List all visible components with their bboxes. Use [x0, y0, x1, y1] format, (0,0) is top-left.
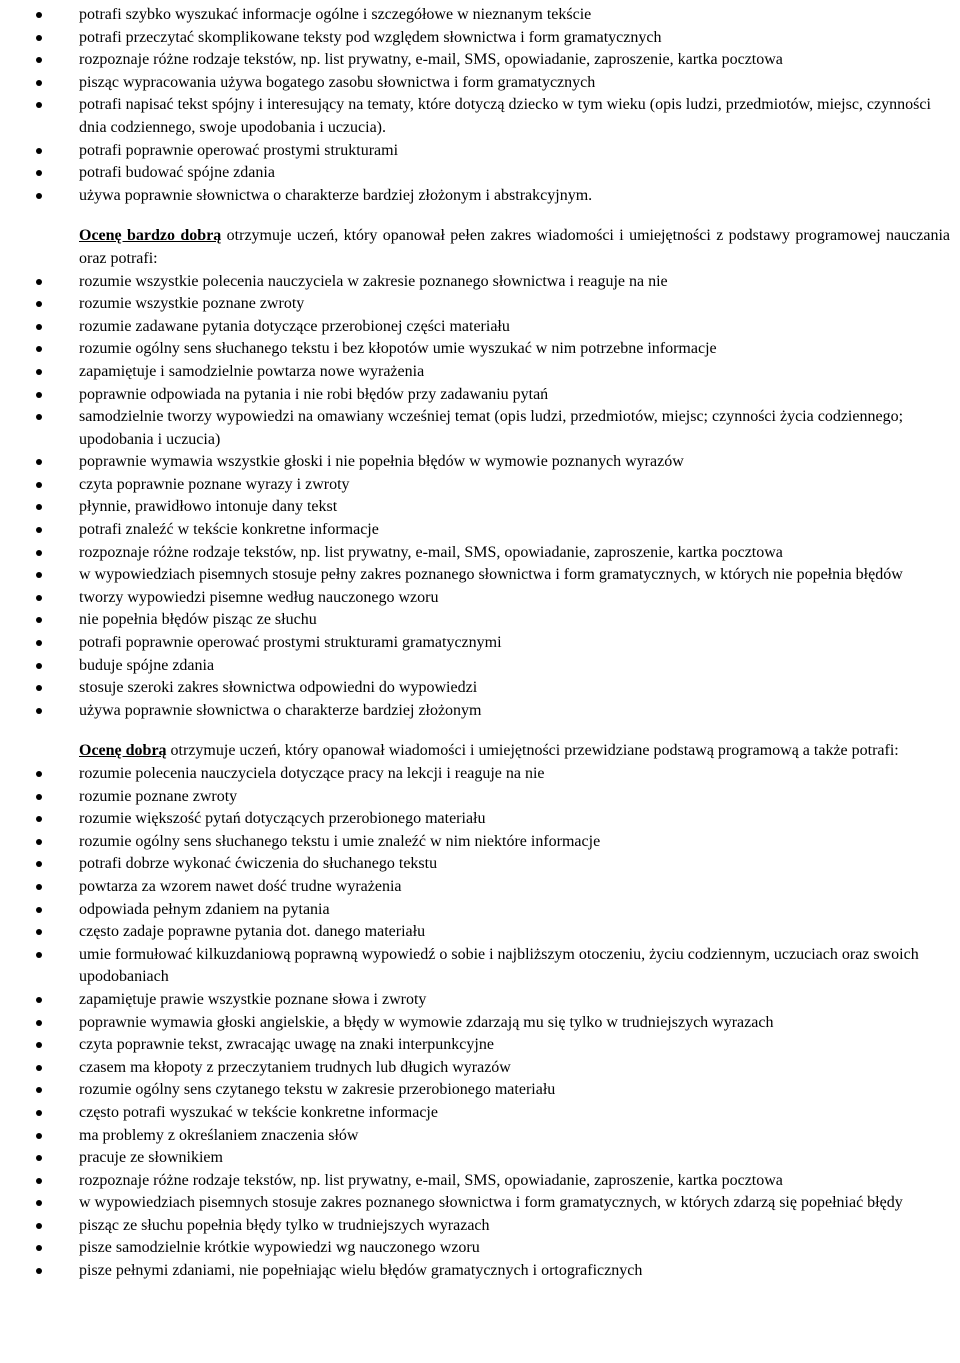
list-item — [0, 406, 960, 451]
list-item — [0, 989, 960, 1012]
list-item — [0, 140, 960, 163]
document-page — [0, 4, 960, 1283]
list-item — [0, 899, 960, 922]
list-item — [0, 587, 960, 610]
list-item-text: rozumie zadawane pytania dotyczące przerobionej części materiału — [79, 317, 510, 335]
bullet-icon — [36, 771, 42, 777]
bullet-icon — [36, 839, 42, 845]
list-item — [0, 94, 960, 139]
list-item — [0, 27, 960, 50]
list-item — [0, 831, 960, 854]
bullet-icon — [36, 193, 42, 199]
list-item — [0, 1125, 960, 1148]
bullet-icon — [36, 708, 42, 714]
bullet-icon — [36, 617, 42, 623]
grade-intro-text: otrzymuje uczeń, który opanował pełen zakres wiadomości i umiejętności z podstawy programowej nauczania oraz potrafi: — [79, 227, 950, 267]
list-item — [0, 293, 960, 316]
bullet-icon — [36, 324, 42, 330]
bullet-icon — [36, 1110, 42, 1116]
list-item-text: pisząc ze słuchu popełnia błędy tylko w trudniejszych wyrazach — [79, 1216, 490, 1234]
bullet-icon — [36, 35, 42, 41]
bullet-icon — [36, 1155, 42, 1161]
bullet-icon — [36, 952, 42, 958]
bullet-icon — [36, 1133, 42, 1139]
list-item-text: rozumie polecenia nauczyciela dotyczące pracy na lekcji i reaguje na nie — [79, 765, 545, 782]
bullet-icon — [36, 170, 42, 176]
bullet-icon — [36, 1020, 42, 1026]
list-item-text: w wypowiedziach pisemnych stosuje zakres poznanego słownictwa i form gramatycznych, w których zdarzą się popełniać błędy — [79, 1194, 903, 1212]
list-item-text: czyta poprawnie tekst, zwracając uwagę na znaki interpunkcyjne — [79, 1036, 494, 1054]
list-item-text: samodzielnie tworzy wypowiedzi na omawiany wcześniej temat (opis ludzi, przedmiotów, miejsc; czynności życia codziennego; upodobania i uczucia) — [79, 408, 904, 448]
list-item-text: czasem ma kłopoty z przeczytaniem trudnych lub długich wyrazów — [79, 1058, 511, 1076]
list-item — [0, 609, 960, 632]
list-item — [0, 1057, 960, 1080]
list-item — [0, 763, 960, 786]
list-item — [0, 1079, 960, 1102]
bullet-icon — [36, 414, 42, 420]
list-item — [0, 496, 960, 519]
list-item — [0, 677, 960, 700]
list-item-text: płynnie, prawidłowo intonuje dany tekst — [79, 498, 338, 516]
bullet-icon — [36, 1223, 42, 1229]
grade-heading-very-good: Ocenę bardzo dobrą — [79, 227, 222, 245]
bullet-icon — [36, 504, 42, 510]
bullet-icon — [36, 1065, 42, 1071]
grade-intro-good — [79, 740, 950, 763]
bullet-icon — [36, 1200, 42, 1206]
list-item-text: poprawnie wymawia wszystkie głoski i nie popełnia błędów w wymowie poznanych wyrazów — [79, 453, 684, 471]
list-item-text: potrafi poprawnie operować prostymi strukturami — [79, 141, 399, 159]
bullet-icon — [36, 482, 42, 488]
bullet-list-good — [0, 763, 960, 1283]
list-item-text: rozpoznaje różne rodzaje tekstów, np. list prywatny, e-mail, SMS, opowiadanie, zaproszenie, kartka pocztowa — [79, 51, 783, 69]
list-item-text: poprawnie odpowiada na pytania i nie robi błędów przy zadawaniu pytań — [79, 385, 549, 403]
bullet-icon — [36, 550, 42, 556]
list-item — [0, 1260, 960, 1283]
list-item — [0, 1102, 960, 1125]
list-item-text: rozumie wszystkie polecenia nauczyciela w zakresie poznanego słownictwa i reaguje na nie — [79, 272, 668, 290]
list-item — [0, 384, 960, 407]
bullet-icon — [36, 80, 42, 86]
list-item-text: rozumie ogólny sens słuchanego tekstu i umie znaleźć w nim niektóre informacje — [79, 832, 601, 850]
bullet-icon — [36, 663, 42, 669]
list-item — [0, 853, 960, 876]
list-item — [0, 519, 960, 542]
list-item — [0, 162, 960, 185]
list-item — [0, 185, 960, 208]
bullet-icon — [36, 929, 42, 935]
list-item — [0, 921, 960, 944]
list-item-text: powtarza za wzorem nawet dość trudne wyrażenia — [79, 877, 402, 895]
bullet-icon — [36, 907, 42, 913]
bullet-icon — [36, 369, 42, 375]
list-item-text: umie formułować kilkuzdaniową poprawną wypowiedź o sobie i najbliższym otoczeniu, życiu codziennym, uczuciach oraz swoich upodobaniach — [79, 945, 919, 986]
list-item-text: potrafi dobrze wykonać ćwiczenia do słuchanego tekstu — [79, 855, 438, 873]
bullet-icon — [36, 12, 42, 18]
bullet-icon — [36, 527, 42, 533]
list-item — [0, 451, 960, 474]
list-item — [0, 700, 960, 723]
bullet-icon — [36, 1042, 42, 1048]
bullet-icon — [36, 459, 42, 465]
list-item-text: potrafi poprawnie operować prostymi strukturami gramatycznymi — [79, 634, 502, 652]
list-item — [0, 786, 960, 809]
list-item-text: stosuje szeroki zakres słownictwa odpowiedni do wypowiedzi — [79, 679, 478, 697]
list-item-text: zapamiętuje prawie wszystkie poznane słowa i zwroty — [79, 990, 427, 1008]
list-item-text: pracuje ze słownikiem — [79, 1149, 223, 1167]
list-item-text: nie popełnia błędów pisząc ze słuchu — [79, 611, 317, 629]
list-item-text: rozumie wszystkie poznane zwroty — [79, 295, 305, 313]
bullet-icon — [36, 148, 42, 154]
bullet-icon — [36, 861, 42, 867]
list-item — [0, 1170, 960, 1193]
list-item-text: czyta poprawnie poznane wyrazy i zwroty — [79, 475, 350, 493]
bullet-icon — [36, 1245, 42, 1251]
list-item — [0, 474, 960, 497]
list-item — [0, 1012, 960, 1035]
list-item-text: potrafi szybko wyszukać informacje ogólne i szczegółowe w nieznanym tekście — [79, 6, 592, 23]
list-item-text: potrafi znaleźć w tekście konkretne informacje — [79, 521, 379, 539]
list-item-text: rozumie ogólny sens czytanego tekstu w zakresie przerobionego materiału — [79, 1081, 556, 1099]
list-item-text: rozumie większość pytań dotyczących przerobionego materiału — [79, 810, 486, 828]
bullet-list-continued — [0, 4, 960, 207]
grade-intro-text: otrzymuje uczeń, który opanował wiadomości i umiejętności przewidziane podstawą programową a także potrafi: — [166, 742, 899, 760]
list-item-text: często potrafi wyszukać w tekście konkretne informacje — [79, 1103, 438, 1121]
bullet-icon — [36, 794, 42, 800]
list-item-text: często zadaje poprawne pytania dot. danego materiału — [79, 923, 426, 941]
list-item-text: pisze samodzielnie krótkie wypowiedzi wg nauczonego wzoru — [79, 1239, 480, 1257]
list-item-text: poprawnie wymawia głoski angielskie, a błędy w wymowie zdarzają mu się tylko w trudniejszych wyrazach — [79, 1013, 774, 1031]
bullet-icon — [36, 102, 42, 108]
list-item — [0, 4, 960, 27]
grade-heading-good: Ocenę dobrą — [79, 742, 167, 760]
list-item-text: rozumie ogólny sens słuchanego tekstu i bez kłopotów umie wyszukać w nim potrzebne informacje — [79, 340, 717, 358]
list-item-text: pisząc wypracowania używa bogatego zasobu słownictwa i form gramatycznych — [79, 73, 596, 91]
list-item-text: używa poprawnie słownictwa o charakterze bardziej złożonym i abstrakcyjnym. — [79, 186, 593, 204]
bullet-icon — [36, 997, 42, 1003]
list-item — [0, 632, 960, 655]
list-item-text: potrafi przeczytać skomplikowane teksty pod względem słownictwa i form gramatycznych — [79, 28, 662, 46]
bullet-icon — [36, 685, 42, 691]
list-item-text: odpowiada pełnym zdaniem na pytania — [79, 900, 330, 918]
bullet-icon — [36, 640, 42, 646]
list-item-text: ma problemy z określaniem znaczenia słów — [79, 1126, 359, 1144]
list-item — [0, 1215, 960, 1238]
list-item-text: tworzy wypowiedzi pisemne według nauczonego wzoru — [79, 588, 439, 606]
list-item — [0, 271, 960, 294]
list-item — [0, 1192, 960, 1215]
bullet-icon — [36, 884, 42, 890]
list-item — [0, 564, 960, 587]
list-item-text: potrafi budować spójne zdania — [79, 164, 275, 182]
list-item — [0, 1034, 960, 1057]
list-item-text: w wypowiedziach pisemnych stosuje pełny zakres poznanego słownictwa i form gramatycznych, w których nie popełnia błędów — [79, 566, 903, 584]
list-item — [0, 72, 960, 95]
bullet-icon — [36, 1087, 42, 1093]
bullet-icon — [36, 301, 42, 307]
list-item — [0, 1237, 960, 1260]
list-item — [0, 542, 960, 565]
bullet-icon — [36, 1268, 42, 1274]
list-item-text: buduje spójne zdania — [79, 656, 215, 674]
list-item-text: potrafi napisać tekst spójny i interesujący na tematy, które dotyczą dziecko w tym wieku (opis ludzi, przedmiotów, miejsc, czynności dnia codziennego, swoje upodobania i uczucia). — [79, 96, 931, 136]
list-item — [0, 655, 960, 678]
bullet-icon — [36, 392, 42, 398]
list-item — [0, 338, 960, 361]
bullet-icon — [36, 279, 42, 285]
list-item-text: rozpoznaje różne rodzaje tekstów, np. list prywatny, e-mail, SMS, opowiadanie, zaproszenie, kartka pocztowa — [79, 1171, 783, 1189]
bullet-icon — [36, 572, 42, 578]
grade-intro-very-good — [79, 225, 950, 270]
bullet-icon — [36, 816, 42, 822]
bullet-icon — [36, 595, 42, 601]
list-item — [0, 808, 960, 831]
list-item-text: rozpoznaje różne rodzaje tekstów, np. list prywatny, e-mail, SMS, opowiadanie, zaproszenie, kartka pocztowa — [79, 543, 783, 561]
list-item — [0, 316, 960, 339]
list-item-text: pisze pełnymi zdaniami, nie popełniając wielu błędów gramatycznych i ortograficznych — [79, 1262, 643, 1280]
list-item-text: zapamiętuje i samodzielnie powtarza nowe wyrażenia — [79, 362, 425, 380]
list-item — [0, 49, 960, 72]
list-item — [0, 1147, 960, 1170]
list-item — [0, 944, 960, 989]
bullet-icon — [36, 57, 42, 63]
list-item — [0, 361, 960, 384]
list-item-text: rozumie poznane zwroty — [79, 787, 238, 805]
list-item-text: używa poprawnie słownictwa o charakterze bardziej złożonym — [79, 701, 482, 719]
bullet-icon — [36, 346, 42, 352]
list-item — [0, 876, 960, 899]
bullet-icon — [36, 1178, 42, 1184]
bullet-list-very-good — [0, 271, 960, 723]
